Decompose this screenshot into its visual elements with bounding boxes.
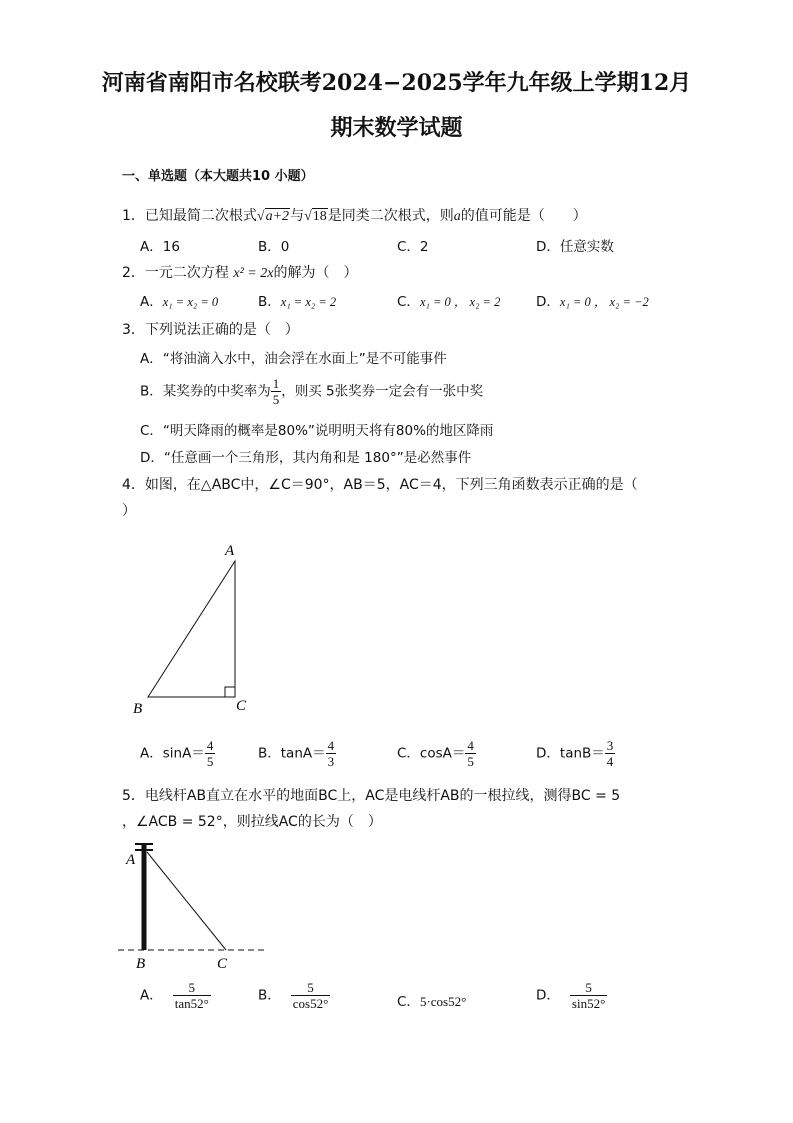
option-label: B． xyxy=(258,294,281,310)
option-math: x₁ = 0 ， x₂ = −2 xyxy=(559,295,649,309)
option-math: x₁ = x₂ = 0 xyxy=(162,295,219,309)
option-label: A． xyxy=(140,294,163,310)
point-label-c: C xyxy=(217,956,228,972)
numerator: 5 xyxy=(291,980,331,996)
option-text: C． xyxy=(397,994,420,1010)
option-text: B．tanA＝ xyxy=(258,745,326,762)
variable: a xyxy=(453,209,461,224)
denominator: 5 xyxy=(272,392,280,407)
option-text: D． xyxy=(536,987,560,1004)
question-text: 的解为（ ） xyxy=(273,265,358,281)
question-2 xyxy=(122,262,357,282)
question-text: 下列说法正确的是（ ） xyxy=(144,322,299,338)
radical-2: √18 xyxy=(304,209,327,224)
radical-1: √a+2 xyxy=(256,209,290,224)
option-d[interactable]: D．“任意画一个三角形，其内角和是 180°”是必然事件 xyxy=(140,450,472,466)
numerator: 4 xyxy=(467,738,474,753)
numerator: 1 xyxy=(272,376,280,391)
vertex-label-b: B xyxy=(133,701,143,717)
pole-figure xyxy=(118,838,278,973)
option-text: C．cosA＝ xyxy=(397,745,466,762)
option-d[interactable] xyxy=(536,290,649,310)
fraction xyxy=(271,376,282,407)
option-b[interactable] xyxy=(258,980,330,1011)
equation: x² = 2x xyxy=(233,266,274,281)
denominator: 5 xyxy=(206,754,214,769)
fraction xyxy=(173,980,211,1011)
question-text: 与 xyxy=(290,208,305,224)
question-3 xyxy=(122,319,299,339)
question-text: 一元二次方程 xyxy=(144,265,229,281)
denominator: tan52° xyxy=(174,996,209,1011)
option-b[interactable] xyxy=(258,290,336,310)
page-subtitle: 期末数学试题 xyxy=(330,115,463,141)
denominator: 5 xyxy=(467,754,474,769)
numerator: 4 xyxy=(206,738,214,753)
option-c[interactable] xyxy=(397,290,500,310)
question-number: 1． xyxy=(122,208,145,224)
point-label-a: A xyxy=(126,852,136,868)
option-c[interactable]: C．2 xyxy=(397,239,429,255)
option-label: C． xyxy=(397,294,420,310)
triangle-figure xyxy=(125,535,265,720)
question-text: 电线杆AB直立在水平的地面BC上，AC是电线杆AB的一根拉线，测得BC = 5 xyxy=(144,788,621,804)
fraction xyxy=(570,980,607,1011)
option-a[interactable]: A．“将油滴入水中，油会浮在水面上”是不可能事件 xyxy=(140,351,447,367)
point-label-b: B xyxy=(136,956,146,972)
option-c[interactable]: C．“明天降雨的概率是80%”说明明天将有80%的地区降雨 xyxy=(140,423,494,439)
option-b[interactable] xyxy=(140,376,483,407)
question-text: 的值可能是（ ） xyxy=(460,208,587,224)
numerator: 5 xyxy=(570,980,607,996)
question-number: 3． xyxy=(122,322,145,338)
option-d[interactable]: D．任意实数 xyxy=(536,239,614,255)
question-5-cont: ，∠ACB = 52°，则拉线AC的长为（ ） xyxy=(122,814,382,830)
section-heading: 一、单选题（本大题共10 小题） xyxy=(122,169,314,184)
option-a[interactable]: A．16 xyxy=(140,239,180,255)
fraction xyxy=(291,980,331,1011)
option-a[interactable] xyxy=(140,980,211,1011)
option-d[interactable] xyxy=(536,738,615,769)
vertex-label-a: A xyxy=(225,543,235,559)
question-number: 4． xyxy=(122,477,145,493)
fraction xyxy=(605,738,616,769)
numerator: 3 xyxy=(606,738,614,753)
option-b[interactable] xyxy=(258,738,336,769)
question-4 xyxy=(122,474,638,494)
question-4-close: ） xyxy=(122,503,136,519)
option-d[interactable] xyxy=(536,980,607,1011)
fraction xyxy=(465,738,476,769)
denominator: 4 xyxy=(606,754,614,769)
numerator: 5 xyxy=(173,980,211,996)
option-a[interactable] xyxy=(140,738,215,769)
option-math: 5·cos52° xyxy=(419,994,467,1009)
right-angle-marker xyxy=(225,687,235,697)
question-1 xyxy=(122,205,587,225)
option-math: x₁ = x₂ = 2 xyxy=(280,295,337,309)
question-number: 5． xyxy=(122,788,145,804)
option-text: ，则买 5张奖券一定会有一张中奖 xyxy=(281,383,484,400)
question-text: 是同类二次根式，则 xyxy=(327,208,454,224)
question-5 xyxy=(122,785,620,805)
option-c[interactable] xyxy=(397,738,476,769)
option-label: D． xyxy=(536,294,560,310)
option-text: B． xyxy=(258,987,281,1004)
option-text: B．某奖券的中奖率为 xyxy=(140,383,271,400)
question-number: 2． xyxy=(122,265,145,281)
triangle-abc xyxy=(148,561,235,697)
option-text: D．tanB＝ xyxy=(536,745,605,762)
fraction xyxy=(326,738,337,769)
option-a[interactable] xyxy=(140,290,218,310)
denominator: sin52° xyxy=(571,996,606,1011)
option-c[interactable] xyxy=(397,990,466,1010)
page-title: 河南省南阳市名校联考2024−2025学年九年级上学期12月 xyxy=(101,70,692,96)
question-text: 如图，在△ABC中，∠C＝90°，AB＝5，AC＝4，下列三角函数表示正确的是（ xyxy=(144,477,638,493)
question-text: 已知最简二次根式 xyxy=(144,208,257,224)
numerator: 4 xyxy=(327,738,335,753)
fraction xyxy=(205,738,216,769)
denominator: 3 xyxy=(327,754,335,769)
guy-wire-ac xyxy=(147,852,226,950)
denominator: cos52° xyxy=(292,996,329,1011)
option-text: A．sinA＝ xyxy=(140,745,205,762)
vertex-label-c: C xyxy=(236,698,247,714)
option-math: x₁ = 0 ， x₂ = 2 xyxy=(419,295,501,309)
option-text: A． xyxy=(140,987,163,1004)
option-b[interactable]: B．0 xyxy=(258,239,290,255)
